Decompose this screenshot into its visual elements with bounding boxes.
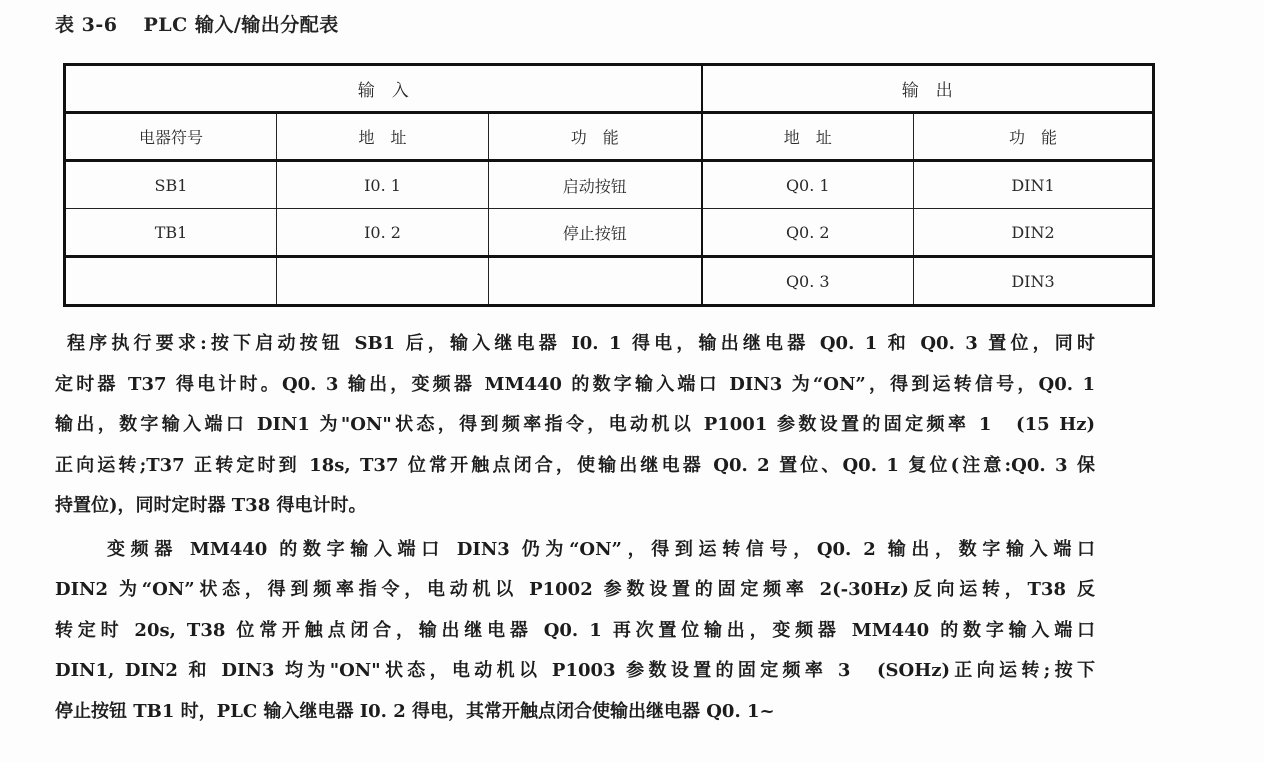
text-line: 变频器 MM440 的数字输入端口 DIN3 仍为“ON”，得到运转信号，Q0. 2 输出，数字输入端口: [107, 538, 1095, 560]
cell-input-address: [277, 257, 489, 306]
io-allocation-table: [63, 63, 1155, 307]
output-group-header: 输 出: [702, 65, 1154, 113]
table-title: PLC 输入/输出分配表: [143, 14, 339, 36]
table-number: 表 3-6: [55, 14, 118, 36]
input-group-header: 输 入: [65, 65, 702, 113]
group-header-row: [65, 65, 1154, 113]
cell-output-function: DIN1: [914, 161, 1154, 209]
text-line: 正向运转;T37 正转定时到 18s, T37 位常开触点闭合，使输出继电器 Q0. 2 置位、Q0. 1 复位(注意:Q0. 3 保: [55, 454, 1095, 476]
text-line: DIN2 为“ON”状态，得到频率指令，电动机以 P1002 参数设置的固定频率 2(-30Hz)反向运转，T38 反: [55, 579, 1095, 600]
paragraph-inverter-operation: [55, 530, 1095, 733]
cell-input-function: [489, 257, 702, 306]
cell-output-function: DIN2: [914, 209, 1154, 257]
cell-output-function: DIN3: [914, 257, 1154, 306]
text-line: 停止按钮 TB1 时，PLC 输入继电器 I0. 2 得电，其常开触点闭合使输出继电器 Q0. 1~: [55, 700, 775, 722]
table-caption: [55, 10, 339, 37]
text-line: DIN1, DIN2 和 DIN3 均为"ON"状态，电动机以 P1003 参数设置的固定频率 3 (SOHz)正向运转;按下: [55, 660, 1095, 681]
text-line: 定时器 T37 得电计时。Q0. 3 输出，变频器 MM440 的数字输入端口 DIN3 为“ON”，得到运转信号，Q0. 1: [55, 373, 1095, 395]
text-line: 转定时 20s, T38 位常开触点闭合，输出继电器 Q0. 1 再次置位输出，变频器 MM440 的数字输入端口: [55, 619, 1095, 641]
column-header-row: [65, 113, 1154, 161]
cell-output-address: Q0. 3: [702, 257, 914, 306]
header-input-address: 地 址: [277, 113, 489, 161]
text-line: 持置位)，同时定时器 T38 得电计时。: [55, 495, 367, 516]
cell-device-symbol: SB1: [65, 161, 277, 209]
header-input-function: 功 能: [489, 113, 702, 161]
table-row: [65, 257, 1154, 306]
cell-output-address: Q0. 1: [702, 161, 914, 209]
body-text: [55, 324, 1095, 732]
cell-input-address: I0. 2: [277, 209, 489, 257]
cell-input-address: I0. 1: [277, 161, 489, 209]
header-output-function: 功 能: [914, 113, 1154, 161]
text-line: 输出，数字输入端口 DIN1 为"ON"状态，得到频率指令，电动机以 P1001 参数设置的固定频率 1 (15 Hz): [55, 414, 1095, 435]
paragraph-execution-requirements: [55, 324, 1095, 527]
text-line: 程序执行要求:按下启动按钮 SB1 后，输入继电器 I0. 1 得电，输出继电器 Q0. 1 和 Q0. 3 置位，同时: [67, 333, 1095, 354]
cell-device-symbol: TB1: [65, 209, 277, 257]
header-output-address: 地 址: [702, 113, 914, 161]
table-row: [65, 209, 1154, 257]
cell-input-function: 停止按钮: [489, 209, 702, 257]
cell-output-address: Q0. 2: [702, 209, 914, 257]
cell-input-function: 启动按钮: [489, 161, 702, 209]
table-row: [65, 161, 1154, 209]
cell-device-symbol: [65, 257, 277, 306]
header-device-symbol: 电器符号: [65, 113, 277, 161]
